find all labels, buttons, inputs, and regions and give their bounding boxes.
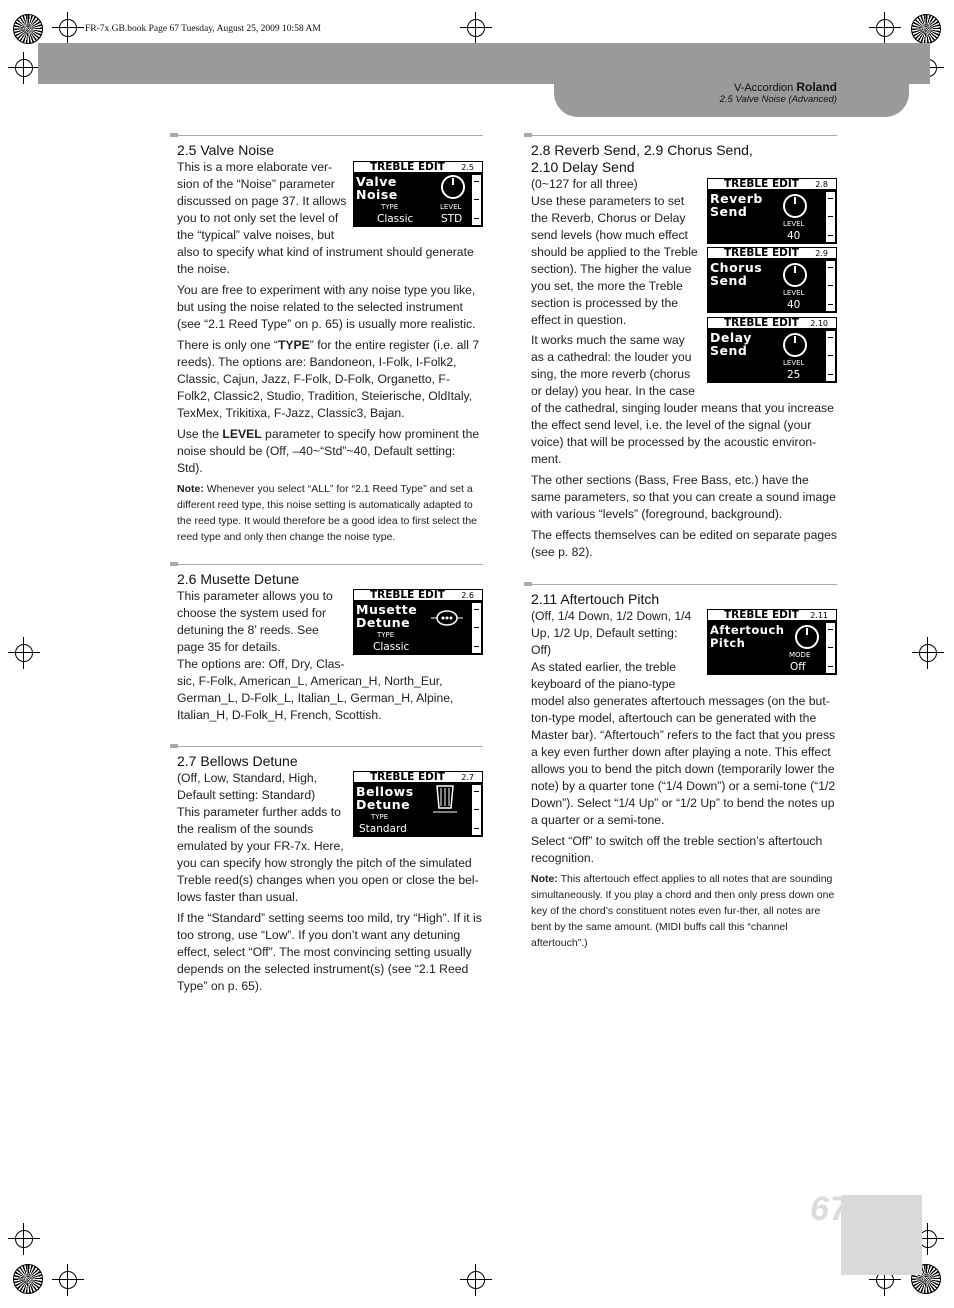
scrollbar-icon — [826, 192, 835, 242]
crop-mark-icon — [464, 16, 488, 40]
scrollbar-icon — [472, 785, 481, 835]
crop-mark-icon — [12, 56, 36, 80]
line: (Off, Low, Standard, High, — [177, 771, 318, 785]
section-rule — [170, 564, 483, 565]
line: Detune — [356, 614, 411, 630]
brand-logo: Roland — [796, 80, 837, 94]
line: This is a more elaborate ver- — [177, 160, 333, 174]
page-number: 67 — [810, 1190, 850, 1228]
lcd-number: 2.10 — [810, 319, 828, 328]
line: This parameter allows you to — [177, 589, 333, 603]
line: you can specify how strongly the pitch of the simulated Treble reed(s) changes when you open or close the bel-lows faster than usual. — [177, 856, 479, 904]
lcd-title-bar — [707, 317, 837, 329]
lcd-screen-valve-noise — [353, 161, 483, 227]
lcd-title-bar — [707, 178, 837, 190]
scrollbar-icon — [472, 603, 481, 653]
lcd-label: LEVEL — [783, 359, 805, 367]
line: emulated by your FR-7x. Here, — [177, 839, 344, 853]
lcd-param-name — [710, 332, 752, 357]
section-rule — [170, 746, 483, 747]
header-brand — [734, 80, 837, 94]
text: Use the — [177, 427, 223, 441]
line: It works much the same way — [531, 333, 685, 347]
lcd-number: 2.8 — [815, 180, 828, 189]
lcd-value: Classic — [377, 213, 414, 225]
line: Aftertouch — [710, 623, 785, 637]
crop-mark-icon — [873, 16, 897, 40]
text: There is only one “ — [177, 338, 278, 352]
lcd-value: 40 — [787, 230, 801, 242]
lcd-param-name — [710, 193, 763, 218]
section-title: 2.7 Bellows Detune — [177, 753, 298, 769]
paragraph: Select “Off” to switch off the treble section’s aftertouch recognition. — [531, 834, 823, 865]
lcd-title-bar — [707, 609, 837, 621]
lcd-value: 25 — [787, 369, 801, 381]
product-name: V-Accordion — [733, 82, 794, 94]
line: discussed on page 37. It allows — [177, 194, 347, 208]
registration-sunburst-mark — [13, 1264, 43, 1294]
lcd-label: LEVEL — [783, 289, 805, 297]
section-rule — [524, 135, 837, 136]
scrollbar-icon — [472, 175, 481, 225]
registration-sunburst-mark — [13, 14, 43, 44]
lcd-value: Classic — [373, 641, 410, 653]
paragraph — [177, 426, 483, 477]
section-rule — [524, 584, 837, 585]
knob-icon — [795, 625, 819, 649]
line: the realism of the sounds — [177, 822, 314, 836]
page-number-box — [841, 1195, 922, 1275]
line: page 35 for details. — [177, 640, 281, 654]
line: also to specify what kind of instrument should generate the noise. — [177, 245, 474, 276]
lcd-label: TYPE — [377, 631, 395, 639]
lcd-value: STD — [441, 213, 463, 225]
knob-icon — [441, 175, 465, 199]
lcd-label: LEVEL — [440, 203, 462, 211]
paragraph: The other sections (Bass, Free Bass, etc.) have the same parameters, so that you can create a sound image with various “levels” (foreground, background). — [531, 473, 836, 521]
param-name: TYPE — [277, 338, 310, 352]
param-name: LEVEL — [222, 427, 262, 441]
lcd-screen-chorus-send — [707, 247, 837, 313]
lcd-title: TREBLE EDIT — [370, 589, 445, 601]
knob-icon — [783, 263, 807, 287]
lcd-label: TYPE — [371, 813, 389, 821]
note-text: Whenever you select “ALL” for “2.1 Reed Type” and set a different reed type, this noise setting is automatically adapted to the reed type. It would therefore be a good idea to first select the reed type and only then change the noise type. — [177, 483, 478, 543]
scrollbar-icon — [826, 261, 835, 311]
lcd-param-name — [356, 604, 417, 629]
bellows-icon — [433, 784, 459, 814]
line: or delay) you hear. In the case — [531, 384, 695, 398]
line: 2.8 Reverb Send, 2.9 Chorus Send, — [531, 142, 753, 158]
paragraph: You are free to experiment with any noise type you like, but using the noise related to the selected instrument (see “2.1 Reed Type” on p. 65) is usually more realistic. — [177, 283, 476, 331]
paragraph: The effects themselves can be edited on separate pages (see p. 82). — [531, 528, 838, 559]
section-title — [531, 142, 837, 176]
line: sing, the more reverb (chorus — [531, 367, 691, 381]
line: Bellows — [356, 784, 414, 799]
line: should be applied to the Treble — [531, 245, 698, 259]
lcd-label: LEVEL — [783, 220, 805, 228]
line: section). The higher the value — [531, 262, 692, 276]
lcd-screen-aftertouch-pitch — [707, 609, 837, 675]
crop-mark-icon — [464, 1268, 488, 1292]
section-title: 2.5 Valve Noise — [177, 142, 275, 158]
line: (Off, 1/4 Down, 1/2 Down, 1/4 — [531, 609, 692, 623]
line: Reverb — [710, 191, 763, 206]
line: The options are: Off, Dry, Clas- — [177, 657, 345, 671]
paragraph — [177, 337, 483, 422]
line: model also generates aftertouch messages (on the but-ton-type model, aftertouch can be generated with the Master bar). “Aftertouch” refers to the fact that you press a key even further down after playing a note. This effect allows you to bend the pitch down (temporarily lower the note) by a quarter tone (“1/4 Down”) or a semi-tone (“1/2 Down”). Select “1/4 Up” or “1/2 Up” to bend the notes up a quarter or a semi-tone. — [531, 694, 836, 827]
line: keyboard of the piano-type — [531, 677, 676, 691]
lcd-title-bar — [707, 247, 837, 259]
crop-mark-icon — [56, 16, 80, 40]
line: detuning the 8’ reeds. See — [177, 623, 319, 637]
line: choose the system used for — [177, 606, 327, 620]
lcd-title: TREBLE EDIT — [724, 609, 799, 621]
lcd-screen-bellows-detune — [353, 771, 483, 837]
print-slug: FR-7x GB.book Page 67 Tuesday, August 25, 2009 10:58 AM — [85, 24, 321, 34]
line: 2.10 Delay Send — [531, 159, 635, 175]
musette-reeds-icon — [431, 609, 463, 627]
lcd-screen-delay-send — [707, 317, 837, 383]
lcd-value: Standard — [359, 823, 407, 835]
line: This parameter further adds to — [177, 805, 341, 819]
line: Send — [710, 203, 748, 219]
crop-mark-icon — [916, 641, 940, 665]
line: Noise — [356, 186, 398, 202]
lcd-label: MODE — [789, 651, 811, 659]
lcd-label: TYPE — [381, 203, 399, 211]
line: the Reverb, Chorus or Delay — [531, 211, 686, 225]
lcd-value: 40 — [787, 299, 801, 311]
note — [531, 871, 837, 951]
line: you to not only set the level of — [177, 211, 339, 225]
line: as a cathedral: the louder you — [531, 350, 692, 364]
section-rule — [170, 135, 483, 136]
lcd-param-name — [710, 624, 784, 649]
lcd-title-bar — [353, 589, 483, 601]
line: sion of the “Noise” parameter — [177, 177, 335, 191]
line: Use these parameters to set — [531, 194, 685, 208]
line: Up, 1/2 Up, Default setting: — [531, 626, 678, 640]
scrollbar-icon — [826, 331, 835, 381]
lcd-screen-reverb-send — [707, 178, 837, 244]
section-title: 2.6 Musette Detune — [177, 571, 300, 587]
line: section is processed by the — [531, 296, 679, 310]
lcd-number: 2.11 — [810, 611, 828, 620]
line: the “typical” valve noises, but — [177, 228, 335, 242]
knob-icon — [783, 194, 807, 218]
text: ” for the entire register (i.e. all 7 reeds). The options are: Bandoneon, I-Folk, I-Folk2, Classic, Cajun, Jazz, F-Folk, D-Folk, Organetto, F-Folk2, Classic2, Studio, Tradition, Steierische, OldItaly, TexMex, Trikitixa, F-Jazz, Classic3, Bajan. — [177, 338, 480, 420]
line: Default setting: Standard) — [177, 788, 316, 802]
note — [177, 481, 483, 545]
line: As stated earlier, the treble — [531, 660, 676, 674]
lcd-title-bar — [353, 161, 483, 173]
line: Send — [710, 342, 748, 358]
lcd-title: TREBLE EDIT — [370, 161, 445, 173]
lcd-param-name — [356, 176, 398, 201]
line: send levels (how much effect — [531, 228, 688, 242]
note-label: Note: — [531, 873, 558, 885]
text: parameter to specify how prominent the noise should be (Off, –40~“Std”~40, Default setting: Std). — [177, 427, 480, 475]
lcd-number: 2.7 — [461, 773, 474, 782]
line: Chorus — [710, 260, 763, 275]
header-subtitle: 2.5 Valve Noise (Advanced) — [719, 94, 837, 105]
lcd-number: 2.9 — [815, 249, 828, 258]
lcd-title: TREBLE EDIT — [370, 771, 445, 783]
line: Valve — [356, 174, 397, 189]
lcd-screen-musette-detune — [353, 589, 483, 655]
crop-mark-icon — [12, 1227, 36, 1251]
line: (0~127 for all three) — [531, 177, 638, 191]
lcd-number: 2.5 — [461, 163, 474, 172]
line: Delay — [710, 330, 752, 345]
note-text: This aftertouch effect applies to all notes that are sounding simultaneously. If you play a chord and then only press down one key of the chord’s constituent notes even fur-ther, all notes are bent by the same amount. (MIDI buffs call this “channel aftertouch”.) — [531, 873, 835, 949]
lcd-title: TREBLE EDIT — [724, 178, 799, 190]
registration-sunburst-mark — [911, 14, 941, 44]
line: Off) — [531, 643, 552, 657]
line: Pitch — [710, 635, 746, 650]
note-label: Note: — [177, 483, 204, 495]
lcd-param-name — [356, 786, 414, 811]
line: effect in question. — [531, 313, 627, 327]
lcd-number: 2.6 — [461, 591, 474, 600]
lcd-param-name — [710, 262, 762, 287]
section-title: 2.11 Aftertouch Pitch — [531, 591, 660, 607]
crop-mark-icon — [56, 1268, 80, 1292]
line: sic, F-Folk, American_L, American_H, North_Eur, German_L, D-Folk_L, Italian_L, German_H, Alpine, Italian_H, D-Folk_H, French, Scottish. — [177, 674, 454, 722]
lcd-title-bar — [353, 771, 483, 783]
line: Musette — [356, 602, 418, 617]
lcd-title: TREBLE EDIT — [724, 247, 799, 259]
line: you set, the more the Treble — [531, 279, 683, 293]
scrollbar-icon — [826, 623, 835, 673]
lcd-value: Off — [790, 661, 806, 673]
lcd-title: TREBLE EDIT — [724, 317, 799, 329]
crop-mark-icon — [12, 641, 36, 665]
knob-icon — [783, 333, 807, 357]
line: of the cathedral, singing louder means that you increase the effect send level, i.e. the level of the signal (your voice) that will be processed by the acoustic environ-ment. — [531, 401, 834, 466]
line: Send — [710, 272, 748, 288]
line: Detune — [356, 796, 411, 812]
paragraph: If the “Standard” setting seems too mild, try “High”. If it is too strong, use “Low”. If you don’t want any detuning effect, select “Off”. The most convincing setting usually depends on the selected instrument(s) (see “2.1 Reed Type” on p. 65). — [177, 911, 482, 993]
